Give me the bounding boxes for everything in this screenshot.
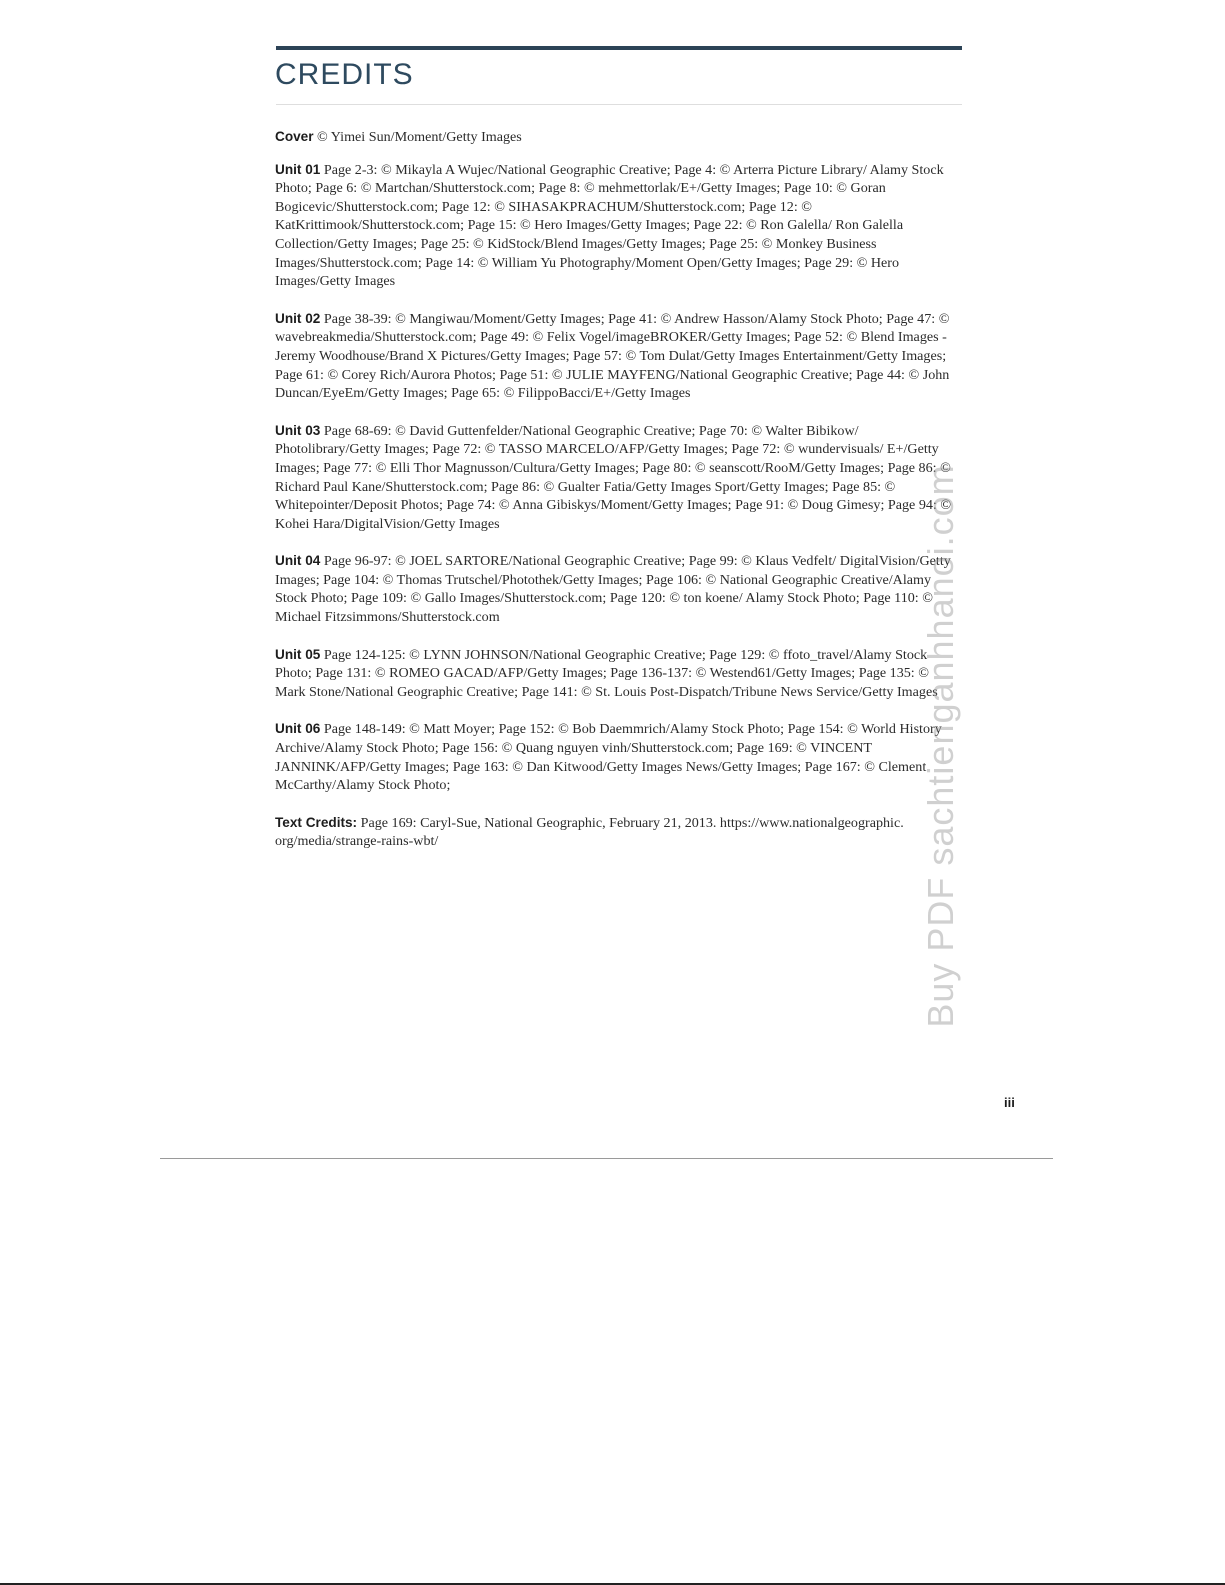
credit-label: Text Credits: xyxy=(275,814,358,830)
page-bottom-rule xyxy=(160,1158,1053,1159)
page-number: iii xyxy=(1004,1095,1015,1110)
credit-label: Cover xyxy=(275,129,314,144)
credit-entry-unit-03 xyxy=(275,422,961,534)
credit-entry-unit-06 xyxy=(275,720,961,794)
header-rule xyxy=(276,46,962,50)
credit-text: Page 96-97: © JOEL SARTORE/National Geographic Creative; Page 99: © Klaus Vedfelt/ DigitalVision/Getty Images; Page 104: © Thomas Trutschel/Photothek/Getty Images; Page 106: © National Geographic Creative/Alamy Stock Photo; Page 109: © Gallo Images/Shutterstock.com; Page 120: © ton koene/ Alamy Stock Photo; Page 110: © Michael Fitzsimmons/Shutterstock.com xyxy=(275,553,951,626)
credit-text: Page 2-3: © Mikayla A Wujec/National Geographic Creative; Page 4: © Arterra Picture Library/ Alamy Stock Photo; Page 6: © Martchan/Shutterstock.com; Page 8: © mehmettorlak/E+/Getty Images; Page 10: © Goran Bogicevic/Shutterstock.com; Page 12: © SIHASAKPRACHUM/Shutterstock.com; Page 12: © KatKrittimook/Shutterstock.com; Page 15: © Hero Images/Getty Images; Page 22: © Ron Galella/ Ron Galella Collection/Getty Images; Page 25: © KidStock/Blend Images/Getty Images; Page 25: © Monkey Business Images/Shutterstock.com; Page 14: © William Yu Photography/Moment Open/Getty Images; Page 29: © Hero Images/Getty Images xyxy=(275,161,944,290)
credit-entry-cover xyxy=(275,128,961,147)
credit-label: Unit 02 xyxy=(275,310,321,326)
credit-text: Page 169: Caryl-Sue, National Geographic, February 21, 2013. https://www.nationalgeographic. org/media/strange-rains-wbt/ xyxy=(275,814,904,850)
credit-text: © Yimei Sun/Moment/Getty Images xyxy=(313,129,522,145)
credit-entry-unit-02 xyxy=(275,310,961,403)
credits-body xyxy=(275,128,961,870)
credit-text: Page 38-39: © Mangiwau/Moment/Getty Images; Page 41: © Andrew Hasson/Alamy Stock Photo; Page 47: © wavebreakmedia/Shutterstock.com; Page 49: © Felix Vogel/imageBROKER/Getty Images; Page 52: © Blend Images - Jeremy Woodhouse/Brand X Pictures/Getty Images; Page 57: © Tom Dulat/Getty Images Entertainment/Getty Images; Page 61: © Corey Rich/Aurora Photos; Page 51: © JULIE MAYFENG/National Geographic Creative; Page 44: © John Duncan/EyeEm/Getty Images; Page 65: © FilippoBacci/E+/Getty Images xyxy=(275,310,950,402)
credit-label: Unit 01 xyxy=(275,161,321,177)
credit-entry-text-credits xyxy=(275,814,961,851)
credit-entry-unit-01 xyxy=(275,161,961,291)
credit-text: Page 124-125: © LYNN JOHNSON/National Geographic Creative; Page 129: © ffoto_travel/Alamy Stock Photo; Page 131: © ROMEO GACAD/AFP/Getty Images; Page 136-137: © Westend61/Getty Images; Page 135: © Mark Stone/National Geographic Creative; Page 141: © St. Louis Post-Dispatch/Tribune News Service/Getty Images xyxy=(275,646,938,700)
title-underline xyxy=(276,104,962,105)
credit-label: Unit 04 xyxy=(275,553,321,569)
credit-label: Unit 06 xyxy=(275,721,321,737)
credit-entry-unit-05 xyxy=(275,646,961,702)
credit-text: Page 68-69: © David Guttenfelder/National Geographic Creative; Page 70: © Walter Bibikow/ Photolibrary/Getty Images; Page 72: © TASSO MARCELO/AFP/Getty Images; Page 72: © wundervisuals/ E+/Getty Images; Page 77: © Elli Thor Magnusson/Cultura/Getty Images; Page 80: © seanscott/RooM/Getty Images; Page 86: © Richard Paul Kane/Shutterstock.com; Page 86: © Gualter Fatia/Getty Images Sport/Getty Images; Page 85: © Whitepointer/Deposit Photos; Page 74: © Anna Gibiskys/Moment/Getty Images; Page 91: © Doug Gimesy; Page 94: © Kohei Hara/DigitalVision/Getty Images xyxy=(275,422,952,532)
credit-entry-unit-04 xyxy=(275,552,961,626)
watermark-text: Buy PDF sachtienganhhanoi.com xyxy=(920,464,961,1028)
credit-label: Unit 03 xyxy=(275,422,321,438)
credit-label: Unit 05 xyxy=(275,646,321,662)
credit-text: Page 148-149: © Matt Moyer; Page 152: © Bob Daemmrich/Alamy Stock Photo; Page 154: © World History Archive/Alamy Stock Photo; Page 156: © Quang nguyen vinh/Shutterstock.com; Page 169: © VINCENT JANNINK/AFP/Getty Images; Page 163: © Dan Kitwood/Getty Images News/Getty Images; Page 167: © Clement McCarthy/Alamy Stock Photo; xyxy=(275,721,942,794)
page-title: CREDITS xyxy=(275,58,414,91)
